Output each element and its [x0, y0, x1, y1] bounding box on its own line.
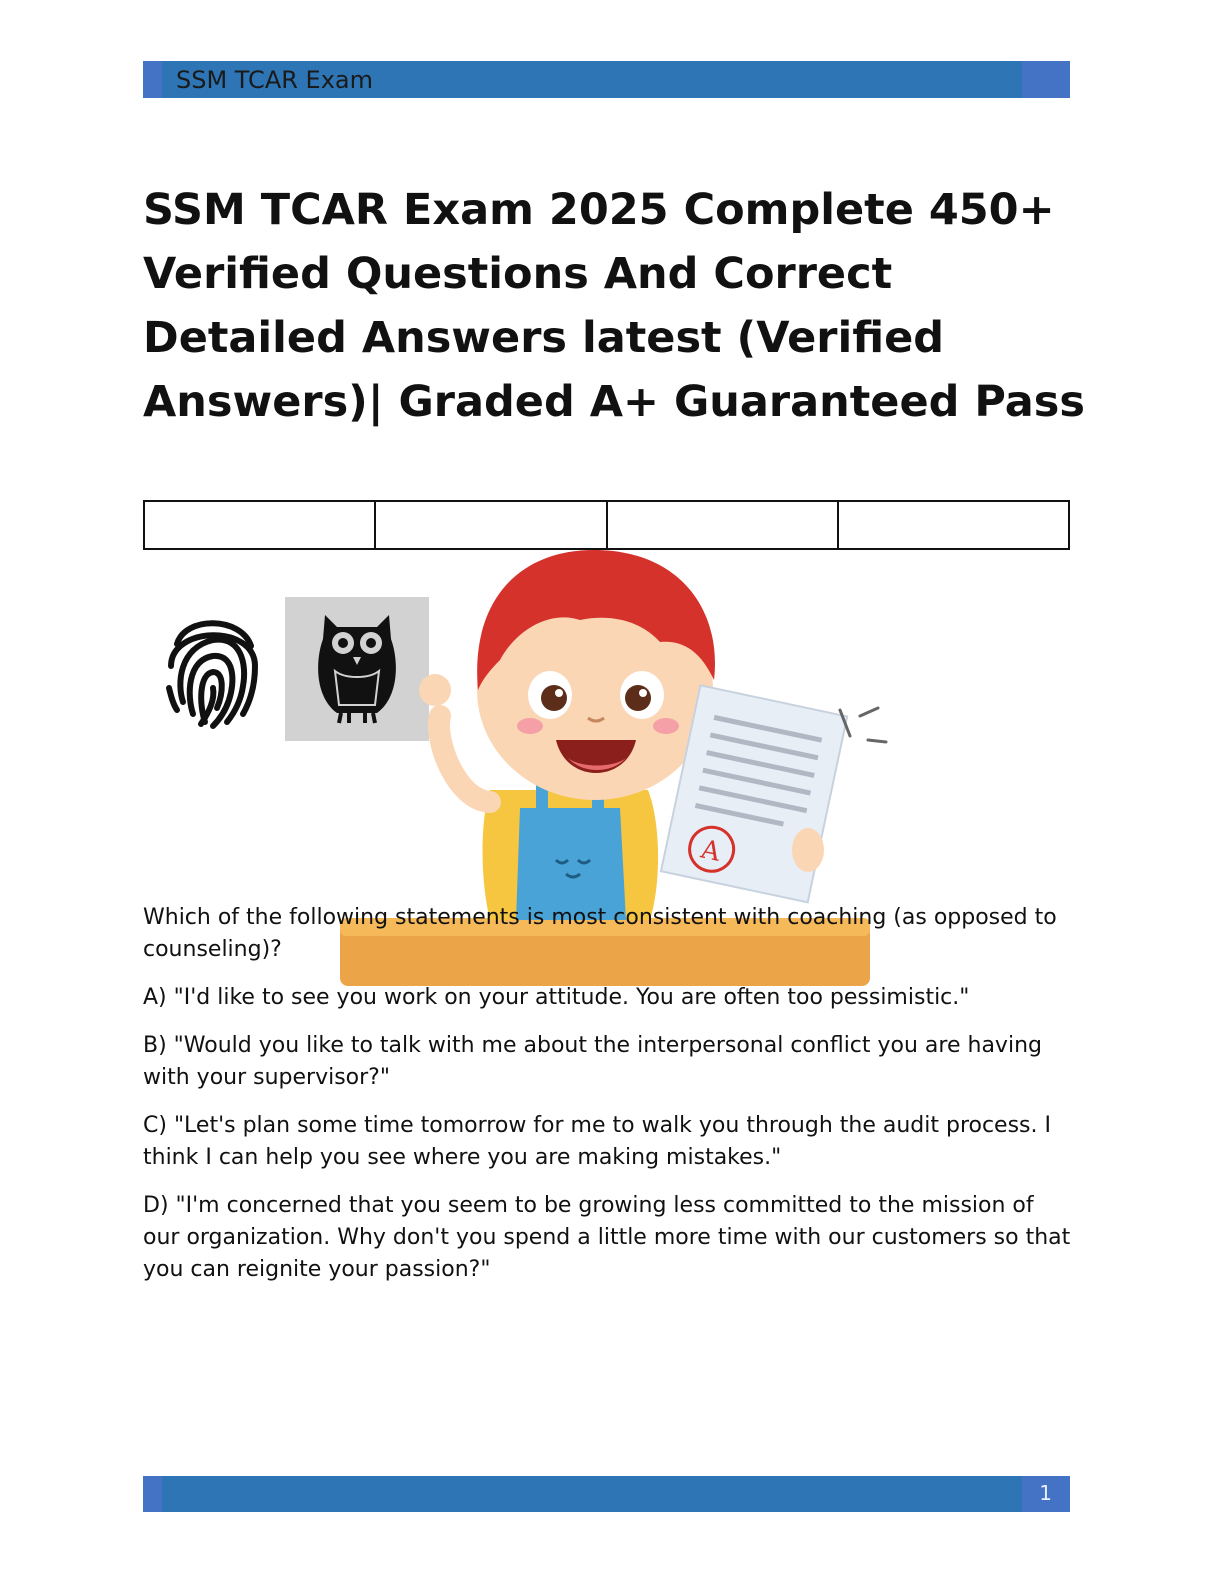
page-number: 1 — [1039, 1481, 1052, 1505]
answer-option-d: D) "I'm concerned that you seem to be growing less committed to the mission of our organization. Why don't you spend a little more time with our customers so that you can reignite your passion?" — [143, 1193, 1071, 1282]
answer-option-a: A) "I'd like to see you work on your attitude. You are often too pessimistic." — [143, 985, 970, 1010]
header-accent-left — [143, 61, 162, 98]
footer-accent-left — [143, 1476, 162, 1512]
document-title: SSM TCAR Exam 2025 Complete 450+ Verified Questions And Correct Detailed Answers latest (Verified Answers)| Graded A+ Guaranteed Pass — [143, 185, 1085, 427]
question-block — [143, 902, 1073, 1302]
answer-option-c: C) "Let's plan some time tomorrow for me to walk you through the audit process. I think I can help you see where you are making mistakes." — [143, 1113, 1051, 1170]
header-title: SSM TCAR Exam — [176, 66, 373, 94]
question-text: Which of the following statements is most consistent with coaching (as opposed to counseling)? — [143, 905, 1057, 962]
fingerprint-icon — [163, 604, 263, 732]
header-bar — [143, 61, 1070, 98]
footer-bar — [143, 1476, 1070, 1512]
grade-mark: A — [698, 834, 723, 868]
answer-option-b: B) "Would you like to talk with me about the interpersonal conflict you are having with your supervisor?" — [143, 1033, 1042, 1090]
header-accent-right — [1022, 61, 1070, 98]
